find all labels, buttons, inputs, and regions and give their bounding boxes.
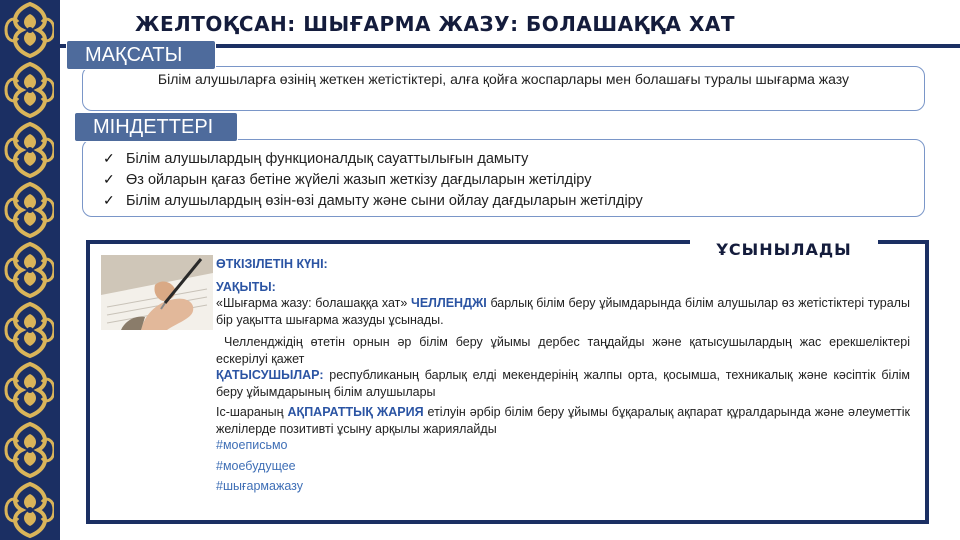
recommended-label: ҰСЫНЫЛАДЫ bbox=[690, 237, 878, 263]
task-text: Білім алушылардың өзін-өзі дамыту және сыни ойлау дағдыларын жетілдіру bbox=[126, 192, 643, 209]
publicity-text: етілуін әрбір білім беру ұйымы бұқаралық ақпарат құралдарында және әлеуметтік желілерде позитивті ұсыну арқылы жариялайды bbox=[216, 405, 911, 436]
paragraph-participants bbox=[216, 367, 910, 400]
paragraph-publicity bbox=[216, 404, 910, 437]
task-item bbox=[103, 148, 914, 169]
participants-text: республиканың барлық елді мекендерінің жалпы орта, қосымша, техникалық және кәсіптік білім беру ұйымдарының білім алушылары bbox=[216, 368, 910, 399]
task-text: Өз ойларын қағаз бетіне жүйелі жазып жеткізу дағдыларын жетілдіру bbox=[126, 171, 592, 188]
tasks-box bbox=[82, 139, 925, 217]
challenge-highlight: ЧЕЛЛЕНДЖІ bbox=[411, 296, 487, 310]
ornament-pattern bbox=[0, 0, 60, 540]
task-item bbox=[103, 190, 914, 211]
checkmark-icon: ✓ bbox=[103, 192, 115, 208]
publicity-highlight: АҚПАРАТТЫҚ ЖАРИЯ bbox=[287, 405, 424, 419]
task-text: Білім алушылардың функционалдық сауаттылығын дамыту bbox=[126, 150, 529, 167]
goal-text: Білім алушыларға өзінің жеткен жетістіктері, алға қойға жоспарлары мен болашағы туралы шығарма жазу bbox=[157, 71, 850, 87]
tasks-tab: МІНДЕТТЕРІ bbox=[74, 112, 238, 142]
hashtag: #моеписьмо bbox=[216, 438, 288, 452]
participants-label: ҚАТЫСУШЫЛАР: bbox=[216, 368, 324, 382]
hashtag: #шығармажазу bbox=[216, 479, 303, 493]
writing-photo bbox=[101, 255, 213, 330]
paragraph-location: Челленджідің өтетін орнын әр білім беру ұйымы дербес таңдайды және қатысушылардың жас ерекшеліктері ескерілуі қажет bbox=[216, 335, 910, 366]
challenge-text: барлық білім беру ұйымдарында білім алушылар өз жетістіктері туралы бір уақытта шығарма жазуды ұсынады. bbox=[216, 296, 910, 327]
hashtag: #моебудущее bbox=[216, 458, 296, 473]
publicity-intro: Іс-шараның bbox=[216, 405, 284, 419]
page-title: ЖЕЛТОҚСАН: ШЫҒАРМА ЖАЗУ: БОЛАШАҚҚА ХАТ bbox=[135, 12, 736, 36]
task-item bbox=[103, 169, 914, 190]
date-label: ӨТКІЗІЛЕТІН КҮНІ: bbox=[216, 257, 328, 271]
writing-hand-image bbox=[101, 255, 213, 330]
ornament-border bbox=[0, 0, 60, 540]
time-label: УАҚЫТЫ: bbox=[216, 279, 276, 294]
challenge-intro: «Шығарма жазу: болашаққа хат» bbox=[216, 296, 408, 310]
checkmark-icon: ✓ bbox=[103, 171, 115, 187]
recommended-content bbox=[216, 256, 910, 495]
goal-tab: МАҚСАТЫ bbox=[66, 40, 216, 70]
goal-box bbox=[82, 66, 925, 111]
checkmark-icon: ✓ bbox=[103, 150, 115, 166]
paragraph-challenge bbox=[216, 295, 910, 328]
